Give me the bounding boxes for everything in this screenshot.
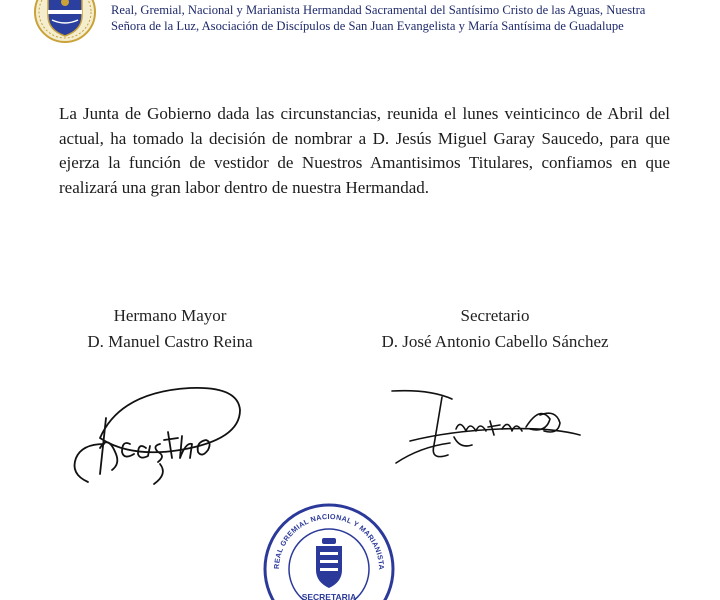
letterhead-line-1: Real, Gremial, Nacional y Marianista Hermandad Sacramental del Santísimo Cristo de las Aguas, Nuestra	[111, 3, 646, 17]
signatory-left	[60, 303, 280, 355]
body-paragraph: La Junta de Gobierno dada las circunstancias, reunida el lunes veinticinco de Abril del actual, ha tomado la decisión de nombrar a D. Jesús Miguel Garay Saucedo, para que ejerza la función de vestidor de Nuestros Amantisimos Titulares, confiamos en que realizará una gran labor dentro de nuestra Hermandad.	[59, 104, 670, 197]
signatory-right	[360, 303, 630, 355]
letterhead	[111, 2, 711, 34]
crest-logo	[30, 0, 100, 48]
seal-label: SECRETARIA	[301, 592, 357, 600]
signature-right	[390, 385, 585, 470]
seal-ring-text: REAL GREMIAL NACIONAL Y MARIANISTA	[271, 511, 387, 570]
secretaria-seal	[262, 502, 396, 600]
signatory-left-role: Hermano Mayor	[113, 306, 227, 325]
signatory-right-name: D. José Antonio Cabello Sánchez	[381, 332, 609, 351]
signature-left	[60, 378, 250, 490]
signatory-right-role: Secretario	[460, 306, 530, 325]
signatory-left-name: D. Manuel Castro Reina	[87, 332, 253, 351]
letterhead-line-2: Señora de la Luz, Asociación de Discípulos de San Juan Evangelista y María Santísima de Guadalupe	[111, 19, 624, 33]
